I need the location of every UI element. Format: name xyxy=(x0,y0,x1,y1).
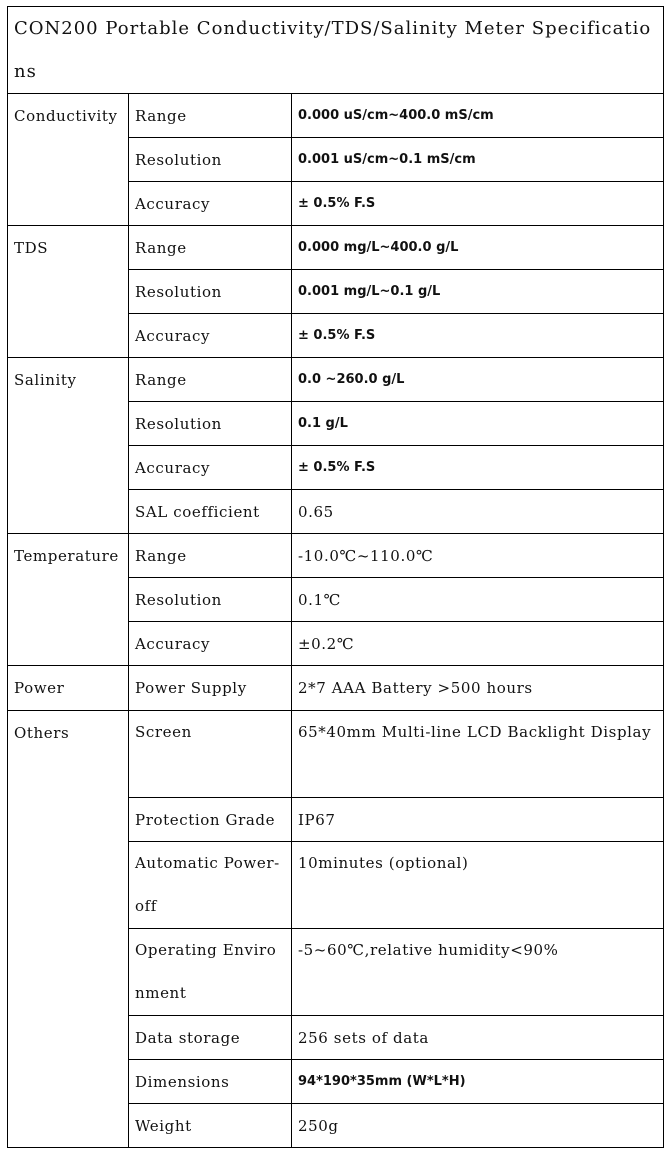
category-label: Others xyxy=(14,724,70,742)
parameter-name: Range xyxy=(129,226,292,270)
parameter-value: 65*40mm Multi-line LCD Backlight Display xyxy=(292,711,664,798)
parameter-name: Data storage xyxy=(129,1016,292,1060)
parameter-name: Automatic Power-off xyxy=(129,842,292,929)
parameter-value: 256 sets of data xyxy=(292,1016,664,1060)
parameter-value: 94*190*35mm (W*L*H) xyxy=(292,1060,664,1104)
parameter-name: Dimensions xyxy=(129,1060,292,1104)
table-row xyxy=(8,666,664,711)
category-cell xyxy=(8,226,129,358)
parameter-value: 0.0 ~260.0 g/L xyxy=(292,358,664,402)
spec-table xyxy=(7,6,664,1148)
parameter-value: ±0.2℃ xyxy=(292,622,664,666)
parameter-name: Protection Grade xyxy=(129,798,292,842)
parameter-value: 2*7 AAA Battery >500 hours xyxy=(292,666,664,711)
category-cell xyxy=(8,94,129,226)
table-row xyxy=(8,358,664,402)
category-label: Conductivity xyxy=(14,107,118,125)
parameter-value: ± 0.5% F.S xyxy=(292,446,664,490)
parameter-name: Resolution xyxy=(129,270,292,314)
parameter-name: Resolution xyxy=(129,578,292,622)
parameter-name: Operating Environment xyxy=(129,929,292,1016)
parameter-name: Range xyxy=(129,534,292,578)
parameter-name: Resolution xyxy=(129,138,292,182)
parameter-name: Range xyxy=(129,358,292,402)
parameter-value: 0.000 mg/L~400.0 g/L xyxy=(292,226,664,270)
parameter-value: 0.1 g/L xyxy=(292,402,664,446)
table-row xyxy=(8,534,664,578)
parameter-name: Power Supply xyxy=(129,666,292,711)
parameter-name: Accuracy xyxy=(129,446,292,490)
category-label: Power xyxy=(14,679,65,697)
parameter-value: 250g xyxy=(292,1104,664,1148)
category-label: TDS xyxy=(14,239,49,257)
category-label: Salinity xyxy=(14,371,77,389)
spec-table-body xyxy=(8,7,664,1148)
table-title: CON200 Portable Conductivity/TDS/Salinity Meter Specifications xyxy=(8,7,664,94)
title-row xyxy=(8,7,664,94)
parameter-name: Weight xyxy=(129,1104,292,1148)
parameter-name: Accuracy xyxy=(129,182,292,226)
parameter-value: 0.001 uS/cm~0.1 mS/cm xyxy=(292,138,664,182)
category-label: Temperature xyxy=(14,547,119,565)
category-cell xyxy=(8,666,129,711)
parameter-name: Screen xyxy=(129,711,292,798)
parameter-value: 0.1℃ xyxy=(292,578,664,622)
parameter-value: -10.0℃~110.0℃ xyxy=(292,534,664,578)
parameter-value: 0.65 xyxy=(292,490,664,534)
table-row xyxy=(8,94,664,138)
parameter-value: 0.001 mg/L~0.1 g/L xyxy=(292,270,664,314)
parameter-value: 0.000 uS/cm~400.0 mS/cm xyxy=(292,94,664,138)
table-row xyxy=(8,711,664,798)
parameter-name: Accuracy xyxy=(129,622,292,666)
category-cell xyxy=(8,534,129,666)
parameter-value: 10minutes (optional) xyxy=(292,842,664,929)
parameter-name: SAL coefficient xyxy=(129,490,292,534)
parameter-value: ± 0.5% F.S xyxy=(292,314,664,358)
parameter-value: ± 0.5% F.S xyxy=(292,182,664,226)
category-cell xyxy=(8,358,129,534)
category-cell xyxy=(8,711,129,1148)
parameter-name: Accuracy xyxy=(129,314,292,358)
parameter-name: Resolution xyxy=(129,402,292,446)
table-row xyxy=(8,226,664,270)
parameter-value: -5~60℃,relative humidity<90% xyxy=(292,929,664,1016)
parameter-value: IP67 xyxy=(292,798,664,842)
parameter-name: Range xyxy=(129,94,292,138)
